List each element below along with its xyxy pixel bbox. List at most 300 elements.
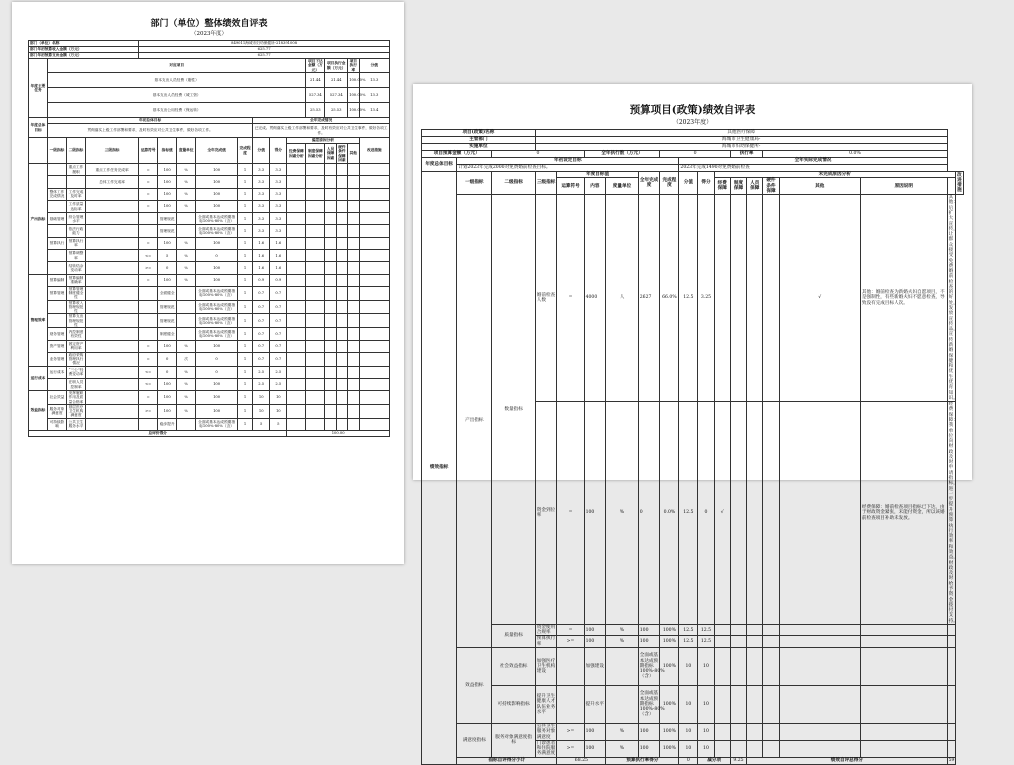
empty-cell [325,366,336,378]
table-row [29,176,390,188]
indicator-unit: % [177,378,196,390]
subtotal-value: 68.25 [557,757,606,764]
project-score: 13.3 [359,88,390,103]
indicator-operator: = [139,200,158,212]
table-row [29,237,390,249]
table-row [29,188,390,200]
indicator-col-header: 度量单位 [177,138,196,164]
deviation-mark [714,195,730,402]
col-budget-header: 项目下达金额（万元） [306,59,325,73]
indicator-degree: 1 [237,366,252,378]
indicator-get: 0.7 [270,286,287,300]
indicator-level1 [48,164,67,176]
table-row [422,144,964,151]
indicator-reason [860,686,947,724]
indicator-level1: 资产管理 [48,340,67,352]
indicator-level3 [86,352,139,366]
indicator-value: 100 [158,391,177,405]
indicator-done: 100 [196,391,238,405]
indicator-get: 3.3 [270,176,287,188]
indicator-get: 2.5 [270,378,287,390]
empty-cell [287,176,306,188]
empty-cell [306,391,325,405]
indicator-get: 2.5 [270,366,287,378]
goal-done-header: 全年实际完成情况 [679,158,947,165]
project-page-title: 预算项目(政策)绩效自评表 [629,104,756,116]
indicator-get: 3.3 [270,188,287,200]
indicator-done: 100 [196,378,238,390]
indicator-unit: % [606,624,639,636]
indicator-get: 5 [270,418,287,430]
indicator-degree: 1 [237,213,252,225]
empty-cell [336,314,347,328]
indicator-level3 [86,188,139,200]
indicator-score: 5 [253,418,270,430]
empty-cell [348,300,359,314]
indicator-level3 [86,300,139,314]
empty-cell [348,188,359,200]
indicator-col-header: 二级指标 [67,138,86,164]
unit-label: 实施单位 [422,144,536,151]
empty-cell [359,188,390,200]
col-unit: 度量单位 [606,178,639,195]
indicator-level1: 效益指标 [457,648,492,724]
indicator-unit: % [177,340,196,352]
indicator-unit [606,686,639,724]
indicator-unit: 人 [606,195,639,402]
indicator-degree: 100% [660,724,679,741]
goal-plan-header: 年初总体目标 [48,118,253,124]
indicator-level3 [86,404,139,418]
empty-cell [287,213,306,225]
deviation-mark [747,624,763,636]
indicator-level2: 基层医疗卫生机构满意度 [67,404,86,418]
unit-name-value: 849011海城市妇幼保健所-218391008 [139,41,390,47]
indicator-level3 [86,378,139,390]
indicator-level2: 固定资产利用率 [67,340,86,352]
dept-label: 主管部门 [422,137,536,144]
indicator-level1 [48,200,67,212]
empty-cell [287,274,306,286]
deviation-mark [714,724,730,741]
indicator-level1: 可持续影响 [48,418,67,430]
table-row [29,418,390,430]
empty-cell [306,418,325,430]
indicator-operator: >= [557,636,584,648]
indicator-operator: <= [139,250,158,262]
indicator-get: 10 [270,404,287,418]
deviation-mark [730,624,746,636]
indicator-level3: 重点工作任务完成率 [86,164,139,176]
empty-cell [336,328,347,340]
indicator-col-header: 得分 [270,138,287,164]
empty-cell [306,340,325,352]
empty-cell [359,213,390,225]
indicator-done: 0 [196,352,238,366]
empty-cell [336,391,347,405]
indicator-get: 0.9 [270,274,287,286]
annual-budget-label: 部门年初预算收入金额（万元） [29,47,139,53]
empty-cell [359,404,390,418]
indicator-score: 0.7 [253,340,270,352]
empty-cell [348,274,359,286]
empty-cell [359,352,390,366]
empty-cell [306,200,325,212]
deviation-mark [779,686,860,724]
unit-name-label: 部门（单位）名称 [29,41,139,47]
task-header: 对应项目 [48,59,306,73]
table-row [29,404,390,418]
table-row [29,300,390,314]
table-row [29,314,390,328]
col-operator: 运算符号 [557,178,584,195]
empty-cell [287,352,306,366]
indicator-value: 管理规范 [158,314,177,328]
project-score: 13.3 [359,73,390,88]
empty-cell [336,366,347,378]
empty-cell [359,378,390,390]
indicator-level3 [86,340,139,352]
indicator-get: 0.7 [270,314,287,328]
budget-value: 0 [492,151,584,158]
indicator-reason [860,624,947,636]
indicator-value: 100 [158,378,177,390]
indicator-value: 100 [158,200,177,212]
indicator-done: 全面或基本达成预期指标100%-80%（含） [196,418,238,430]
empty-cell [325,328,336,340]
indicator-get: 3.25 [698,195,714,402]
indicator-level3 [86,225,139,237]
indicator-degree: 1 [237,200,252,212]
project-evaluation-table [421,129,964,765]
table-row [29,88,390,103]
empty-cell [306,213,325,225]
empty-cell [348,418,359,430]
indicator-level1: 预算执行 [48,237,67,249]
goal-plan-header: 年初设定目标 [457,158,679,165]
col-dev-system: 制度保障 [730,178,746,195]
indicator-degree: 100% [660,686,679,724]
indicator-value: 100 [158,176,177,188]
deviation-mark [763,402,779,625]
deviation-mark: √ [779,195,860,402]
project-budget: 25.53 [306,103,325,118]
year-budget-value: 625.77 [139,53,390,59]
empty-cell [325,188,336,200]
budget-label: 项目预算金额（万元） [422,151,492,158]
empty-cell [336,286,347,300]
indicator-value: 0 [158,352,177,366]
indicator-col-header: 全年完成值 [196,138,238,164]
indicator-unit: % [177,164,196,176]
empty-cell [348,225,359,237]
indicator-level1: 服务对象满意度 [48,404,67,418]
indicator-value: 稳步提升 [158,418,177,430]
project-exec: 25.53 [325,103,348,118]
indicator-content: 100 [584,624,606,636]
indicator-col-header: 完成程度 [237,138,252,164]
indicator-operator: = [139,237,158,249]
exec-label: 全年执行数（万元） [584,151,660,158]
indicator-score: 0.7 [253,314,270,328]
indicator-unit [177,286,196,300]
empty-cell [336,200,347,212]
indicator-operator: = [139,188,158,200]
empty-cell [306,237,325,249]
table-row [422,130,964,137]
indicator-degree: 1 [237,262,252,274]
empty-cell [336,300,347,314]
indicator-score: 3.3 [253,225,270,237]
rate-label: 执行率 [730,151,763,158]
col-score-header: 分值 [359,59,390,73]
indicator-level1: 整体工作完成情况 [48,188,67,200]
indicator-improve: 经费保障：我单位向财政及时申请指标，进一步提升预算执行效率和效益，财政及时给予资金拨付支持。 [948,402,958,624]
indicator-value: 100 [158,340,177,352]
empty-cell [287,391,306,405]
goal-done-text: 已完成。贯彻落实上级工作部署和要求，及时有效应对公共卫生事件，做好各项工作。 [253,124,390,138]
indicator-get: 1.6 [270,262,287,274]
table-row [29,352,390,366]
table-row [29,225,390,237]
empty-cell [336,250,347,262]
col-get: 得分 [698,172,714,195]
indicator-level3 [86,200,139,212]
indicator-level3: 预算执行率 [536,636,556,647]
annual-goal-label: 年度总体目标 [29,118,48,138]
table-row [422,158,964,165]
indicator-level3 [86,418,139,430]
col-dev-staff: 人员保障 [747,178,763,195]
indicator-level2: 预算管理制度健全性 [67,286,86,300]
empty-cell [325,378,336,390]
empty-cell [348,262,359,274]
empty-cell [287,237,306,249]
indicator-col-header: 分值 [253,138,270,164]
deviation-mark [714,636,730,648]
indicator-done: 全面或基本达成预期指标100%-80%（含） [196,213,238,225]
empty-cell [306,250,325,262]
indicator-level1: 社会效益 [48,391,67,405]
indicator-reason [860,740,947,757]
indicator-score: 0.7 [253,352,270,366]
empty-cell [336,404,347,418]
table-row [29,378,390,390]
indicator-level2: 可持续影响指标 [492,686,535,724]
empty-cell [359,366,390,378]
indicator-operator: = [139,176,158,188]
indicator-degree: 1 [237,378,252,390]
minus-label: 减分项 [698,757,731,764]
indicator-content: 加强建设 [584,648,606,686]
indicator-content: 100 [584,636,606,648]
empty-cell [348,404,359,418]
indicator-degree: 1 [237,418,252,430]
goal-plan-text: 计划2023年完成2000对免费婚前检查目标。 [457,165,679,172]
empty-cell [348,250,359,262]
empty-cell [287,188,306,200]
deviation-mark [747,195,763,402]
empty-cell [348,328,359,340]
indicator-score: 3.3 [253,188,270,200]
indicator-operator: = [139,391,158,405]
empty-cell [287,418,306,430]
empty-cell [359,200,390,212]
empty-cell [287,300,306,314]
indicator-degree: 0.0% [660,402,679,625]
indicator-level2: 内控制度有效性 [67,328,86,340]
indicator-level2: 依法行政能力 [67,225,86,237]
indicator-get: 3.3 [270,164,287,176]
empty-cell [287,286,306,300]
indicator-level2: 重点工作履职 [67,164,86,176]
deviation-col-header: 人员保障因素 [325,144,336,164]
project-name: 基本支出人员经费（城工资） [48,88,306,103]
indicator-level2: 预算执行率 [67,237,86,249]
empty-cell [287,328,306,340]
indicator-get: 0.7 [270,352,287,366]
total-label: 总评价得分 [29,430,287,436]
project-name-label: 项目(政策)名称 [422,130,536,137]
indicator-get: 10 [270,391,287,405]
empty-cell [325,262,336,274]
indicator-done: 100 [196,274,238,286]
indicator-content: 4000 [584,195,606,402]
indicator-level1: 满意度指标 [457,724,492,758]
indicator-done: 全面或基本达成预期指标100%-80%（含） [196,286,238,300]
empty-cell [325,225,336,237]
goal-done-text: 2023年完成1490对免费婚前检查 [679,165,947,172]
indicator-score: 3.3 [253,213,270,225]
indicator-level2: 预算收入管理规范性 [67,300,86,314]
indicator-done: 全面或基本达成预期指标100%-80%（含） [196,314,238,328]
total-value: 100.00 [287,430,390,436]
col-target: 年度目标值 [557,172,638,178]
indicator-level2: 服务对象满意度指标 [492,724,535,758]
project-score: 13.4 [359,103,390,118]
project-rate: 100.00% [348,88,359,103]
indicator-operator [139,328,158,340]
deviation-mark [730,195,746,402]
indicator-level2: 在职人员控制率 [67,378,86,390]
indicator-level2: 预算编制准确率 [67,274,86,286]
indicator-score: 1.6 [253,262,270,274]
indicator-done: 100 [638,636,660,648]
indicator-score: 1.6 [253,250,270,262]
col-reason: 原因说明 [860,178,947,195]
indicator-group: 管理效率 [29,274,48,366]
indicator-score: 10 [679,686,698,724]
improve-header: 改进措施 [359,138,390,164]
empty-cell [336,340,347,352]
indicator-col-header: 运算符号 [139,138,158,164]
indicator-get: 0.7 [270,340,287,352]
indicator-level2: 预算支出管理规范性 [67,314,86,328]
indicator-level2: “三公”经费变动率 [67,366,86,378]
col-l2: 二级指标 [492,172,535,195]
indicator-level2: 工作完成及时率 [67,188,86,200]
indicator-improve [947,740,955,757]
indicator-get: 3.3 [270,225,287,237]
indicator-unit: 次 [177,352,196,366]
deviation-mark [747,636,763,648]
indicator-done: 0 [196,366,238,378]
empty-cell [306,274,325,286]
empty-cell [325,237,336,249]
indicator-level2: 政府采购管理执行情况 [67,352,86,366]
indicator-done: 2627 [638,195,660,402]
table-row [29,200,390,212]
indicator-degree: 1 [237,340,252,352]
col-exec-header: 项目执行金额（万元） [325,59,348,73]
goal-plan-text: 贯彻落实上级工作部署和要求，及时有效应对公共卫生事件，做好各项工作。 [48,124,253,138]
indicator-operator: >= [139,262,158,274]
table-row [29,328,390,340]
col-improve: 改进措施 [957,172,962,194]
indicator-score: 12.5 [679,636,698,648]
empty-cell [325,213,336,225]
empty-cell [336,225,347,237]
indicator-unit [177,213,196,225]
table-row [29,59,390,73]
indicator-level1: 预算编制 [48,274,67,286]
empty-cell [306,176,325,188]
table-row [29,250,390,262]
empty-cell [348,237,359,249]
empty-cell [306,378,325,390]
exec-score-label: 预算执行率得分 [606,757,679,764]
project-budget: 21.44 [306,73,325,88]
empty-cell [325,404,336,418]
indicator-level1 [48,314,67,328]
indicator-col-header: 三级指标 [86,138,139,164]
indicator-done: 全面或基本达成预期指标100%-80%（含） [638,648,660,686]
indicator-level3: 资金使用合规率 [536,624,556,636]
empty-cell [306,328,325,340]
indicator-level3 [86,286,139,300]
indicator-operator: >= [139,404,158,418]
indicator-operator [139,418,158,430]
empty-cell [336,188,347,200]
indicator-value: 0 [158,366,177,378]
indicator-operator: = [139,352,158,366]
indicator-level3 [86,274,139,286]
indicator-unit: % [177,366,196,378]
deviation-mark [779,724,860,741]
indicator-done: 100 [196,262,238,274]
indicator-unit [177,225,196,237]
indicator-level3: 总体工作完成率 [86,176,139,188]
indicator-operator: = [139,164,158,176]
deviation-mark [747,724,763,741]
indicator-degree: 100% [660,740,679,757]
indicator-improve [947,724,955,741]
project-exec: 527.34 [325,88,348,103]
indicator-unit [177,300,196,314]
empty-cell [306,188,325,200]
goal-done-header: 全年完成情况 [253,118,390,124]
indicator-done: 100 [196,176,238,188]
indicator-level1: 产出指标 [457,195,492,648]
indicator-level2: 公共卫生服务水平 [67,418,86,430]
indicator-group: 效益指标 [29,391,48,431]
empty-cell [336,274,347,286]
indicator-unit: % [177,391,196,405]
indicator-get: 1.6 [270,250,287,262]
empty-cell [359,418,390,430]
table-row [29,103,390,118]
deviation-mark [763,724,779,741]
